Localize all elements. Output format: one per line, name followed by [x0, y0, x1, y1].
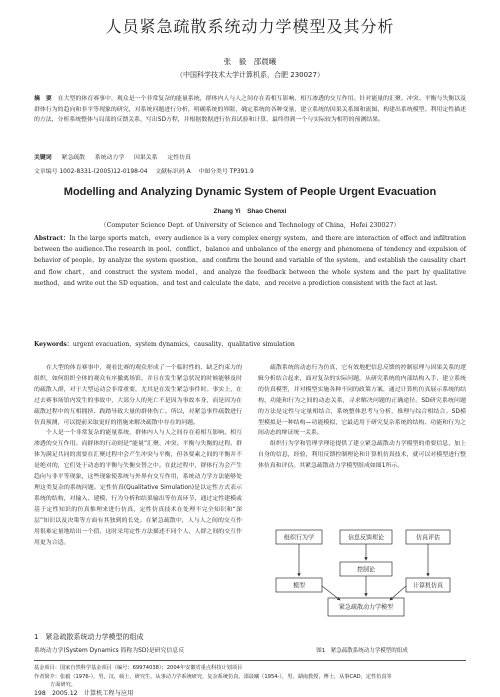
footer-divider	[34, 660, 466, 661]
abstract-zh	[34, 94, 466, 126]
english-keywords-text: urgent evacuation，system dynamics，causality，qualitative simulation	[72, 341, 295, 348]
clc: TP391.9	[229, 169, 254, 175]
figure-caption: 图1 紧急疏散系统动力学模型的组成	[316, 648, 408, 654]
page-footer: 198 2005.12 计算机工程与应用	[34, 690, 134, 697]
clc-label: 中图分类号	[198, 169, 228, 175]
english-authors: Zhang Yi Shao Chenxi	[213, 208, 287, 215]
author-bio-cont: 方面研究。	[50, 682, 76, 688]
article-no: 1002-8331-(2005)12-0198-04	[59, 169, 148, 175]
box-label: 计算机仿真	[412, 582, 444, 590]
section-text: 系统动力学(System Dynamics 简称为SD)是研究信息反	[34, 648, 185, 654]
fund-note: 基金项目：国家自然科学基金项目（编号：69974038）；2004年安徽省重点科技计划项目	[34, 665, 243, 671]
box-label: 紧急疏散动力学模型	[338, 604, 394, 611]
keyword: 因果关系	[133, 155, 158, 161]
abstract-zh-label: 摘 要	[34, 96, 52, 102]
keywords-zh-label: 关键词	[34, 155, 52, 161]
english-abstract-text: In the large sports match，every audience is a very complex energy system，and there are interaction of effect and infiltration between the audience.The research in pool，conflict，balance and unbalance of the energy and phenomena of tendency and expulsion of behavior of people，by analyze the system question，and confirm the bound and variable of the system，and establish the causality chart and flow chart，and construct the system model，and analyze the feedback between the whole system and the part by qualitative method，and write out the SD equation，and test and calculate the date，and receive a prediction consistent with the fact at last.	[34, 235, 466, 287]
box-label: 控制论	[356, 566, 376, 574]
body-right-column	[258, 363, 466, 472]
box-label: 组织行为学	[283, 534, 315, 542]
box-label: 信息反馈理论	[347, 534, 385, 542]
paragraph: 在大型的体育赛事中，观看比赛的观众形成了一个临时性的、缺乏约束力的组织，如何组织全体的观众有序撤离场馆，并且在发生紧急状况的时候能够及时的疏散人群，对于大型运动会非常重要，尤其是在发生紧急事件时。事实上，在过去赛事场馆内发生的事故中，大部分人的死亡不是因为事故本身，而是因为在疏散过程中的互相拥挤、践踏导致大量的群体伤亡。所以，对紧急事件疏散进行仿真预测，可以提前采取更好的措施来解决疏散中存在的问题。	[34, 365, 242, 426]
doc-code: A	[186, 169, 191, 175]
paragraph: 个人是一个非常复杂的能量系统，群体内人与人之间存在着相互影响、相互渗透的交互作用。而群体的行动则是“能量”汇聚、冲突、平衡与失衡的过程。群体为满足共同的需要在汇聚过程中会产生冲突与平衡，但各要素之间的平衡并不是绝对的，它们处于动态的平衡与失衡交替之中。在此过程中，群体行为会产生趋向与非平等现象，这些现象使系统与外界有交互作用，系统动力学方法能够处理这类复杂的系统问题。定性仿真(Qualitative Simulation)是以定性方式表示系统的结构，对输入、建模、行为分析和结果输出等仿真环节，通过定性建模或基于定性知识的仿真推理来进行仿真，定性仿真技术在处理不完全知识和“深层”知识以及决策等方面有其独到的长处。在紧急疏散中，人与人之间的交互作用很难定量地给出一个值，这时采用定性方法描述不同个人、人群之间的交互作用更为合适。	[34, 430, 242, 546]
keyword: 系统动力学	[94, 155, 125, 161]
paragraph: 组织行为学和管理学理论提供了建立紧急疏散动力学模型的重要信息，加上自身的信息，经验，利用反馈控制理论和计算机仿真技术，就可以对模型进行整体仿真和评估。其紧急疏散动力学模型组成如图1所示。	[258, 441, 466, 470]
affiliation: （中国科学技术大学计算机系，合肥 230027）	[176, 71, 324, 79]
abstract-zh-text: 在大型的体育赛事中，观众是一个非常复杂的能量系统，群体内人与人之间存在着相互影响、相互渗透的交互作用。针对能量的汇聚、冲突、平衡与失衡以及群体行为的趋向和非平等现象的研究，对系统问题进行分析，明确系统的界限，确定系统的各种变量，建立系统的因果关系图和流图，构建出系统模型。利用定性描述的方法，分析系统整体与局部的反馈关系，写出SD方程，并根据数据进行仿真试验和计算，最终得到一个与实际较为相符的预测结果。	[34, 96, 467, 124]
paper-title: 人员紧急疏散系统动力学模型及其分析	[105, 17, 395, 36]
keyword: 紧急疏散	[61, 155, 85, 161]
keywords-zh	[34, 152, 191, 161]
keyword: 定性仿真	[167, 155, 191, 161]
article-no-label: 文章编号	[34, 169, 58, 175]
figure-1-diagram	[258, 520, 466, 650]
english-affiliation: （Computer Science Dept. of University of Science and Technology of China，Hefei 230027）	[100, 222, 400, 229]
doc-code-label: 文献标识码	[155, 169, 185, 175]
english-keywords	[34, 339, 295, 348]
english-abstract-label: Abstract：	[34, 235, 70, 242]
english-keywords-label: Keywords：	[34, 341, 73, 348]
article-meta	[34, 166, 254, 175]
box-label: 仿真评估	[415, 534, 441, 542]
box-label: 模型	[292, 582, 306, 590]
section-heading: 1 紧急疏散系统动力学模型的组成	[34, 633, 144, 641]
english-abstract	[34, 233, 466, 289]
paragraph: 疏散系统的动态行为仿真，它有效地把信息反馈的控制原理与因果关系的逻辑分析结合起来，面对复杂的实际问题，从研究系统的内部结构入手，建立系统的仿真模型，并对模型实施各种不同的政策方案，通过计算机仿真展示系统的结构、功能和行为之间的动态关系，寻求解决问题的正确途径。SD研究系统问题的方法是定性与定量相结合，系统整体思考与分析，推理与综合相结合。SD模型模拟是一种结构—功能模拟，它最适用于研究复杂系统的结构、功能和行为之间动态的辩证统一关系。	[258, 365, 466, 437]
author-bio: 作者简介：张毅（1976-），男，汉，硕士，研究生，从事动力学系统研究，复杂系统仿真，邵晨曦（1954-），男，湖南教授，博士，从事CAD，定性仿真等	[34, 674, 392, 680]
english-title: Modelling and Analyzing Dynamic System of People Urgent Evacuation	[63, 186, 437, 198]
authors: 张 毅 邵晨曦	[223, 57, 277, 66]
body-left-column	[34, 363, 242, 548]
